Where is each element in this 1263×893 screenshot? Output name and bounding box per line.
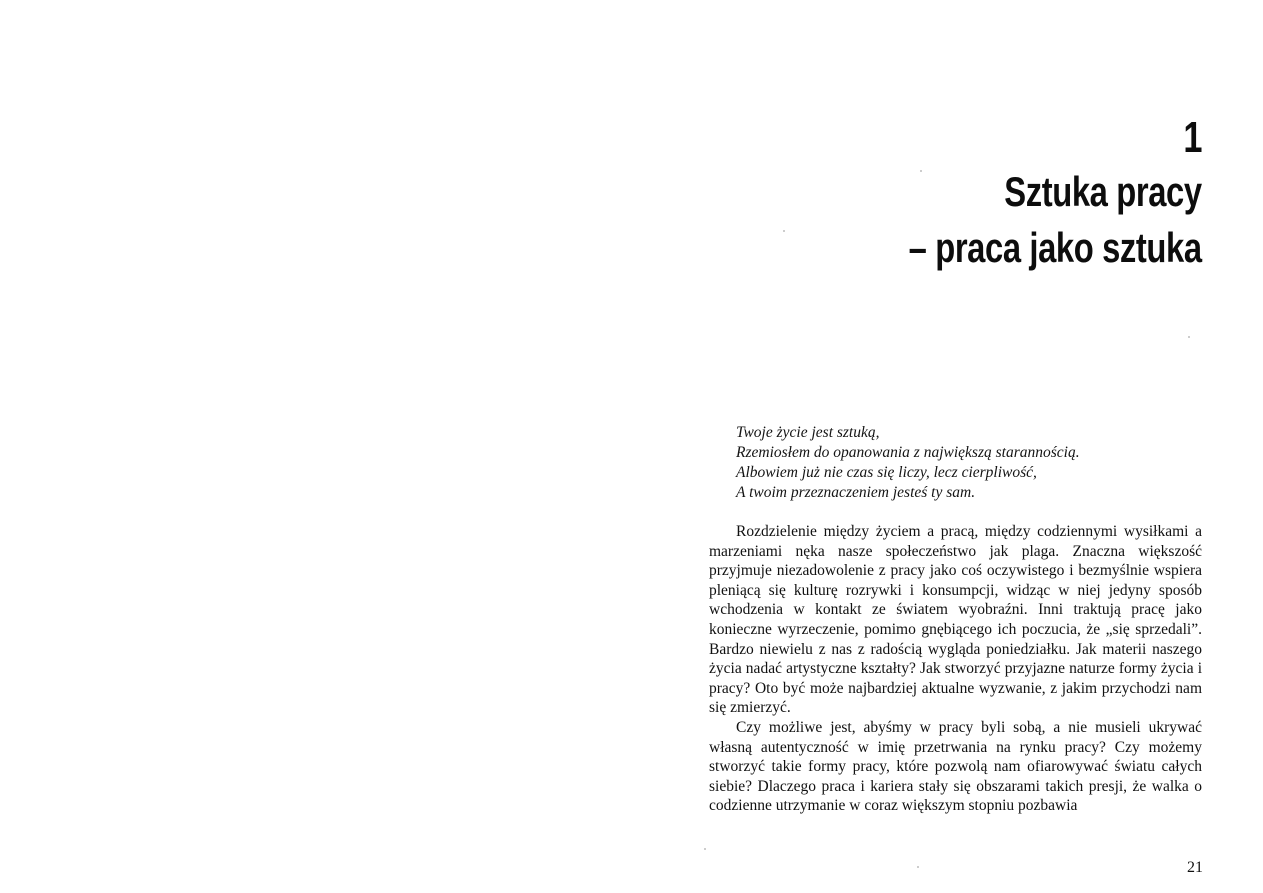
- scan-speck: [917, 866, 919, 868]
- page-number: 21: [1187, 859, 1203, 876]
- body-text: [709, 522, 1202, 816]
- chapter-heading: [826, 112, 1202, 276]
- epigraph-line: A twoim przeznaczeniem jesteś ty sam.: [736, 484, 976, 501]
- chapter-title-line-1: Sztuka pracy: [1004, 168, 1202, 215]
- scan-speck: [1188, 336, 1190, 338]
- epigraph-line: Albowiem już nie czas się liczy, lecz cierpliwość,: [736, 464, 1037, 481]
- scan-speck: [704, 848, 706, 850]
- chapter-title-line-2: – praca jako sztuka: [908, 224, 1202, 271]
- epigraph-line: Twoje życie jest sztuką,: [736, 424, 880, 441]
- epigraph-poem: [736, 423, 1080, 503]
- left-page-blank: [0, 0, 631, 893]
- chapter-number: 1: [1183, 113, 1202, 162]
- scan-speck: [783, 230, 785, 232]
- body-paragraph-2: Czy możliwe jest, abyśmy w pracy byli sobą, a nie musieli ukrywać własną autentyczność w imię przetrwania na rynku pracy? Czy możemy stworzyć takie formy pracy, które pozwolą nam ofiarowywać światu całych siebie? Dlaczego praca i kariera stały się obszarami takich presji, że walka o codzienne utrzymanie w coraz większym stopniu pozbawia: [709, 718, 1202, 815]
- epigraph-line: Rzemiosłem do opanowania z największą starannością.: [736, 444, 1080, 461]
- body-paragraph-1: Rozdzielenie między życiem a pracą, między codziennymi wysiłkami a marzeniami nęka nasze społeczeństwo jak plaga. Znaczna większość przyjmuje niezadowolenie z pracy jako coś oczywistego i bezmyślnie wspiera pleniącą się kulturę rozrywki i konsumpcji, widząc w niej jedyny sposób wchodzenia w kontakt ze światem wyobraźni. Inni traktują pracę jako konieczne wyrzeczenie, pomimo gnębiącego ich poczucia, że „się sprzedali”. Bardzo niewielu z nas z radością wygląda poniedziałku. Jak materii naszego życia nadać artystyczne kształty? Jak stworzyć przyjazne naturze formy życia i pracy? Oto być może najbardziej aktualne wyzwanie, z jakim przychodzi nam się zmierzyć.: [709, 523, 1202, 717]
- scan-speck: [920, 170, 922, 172]
